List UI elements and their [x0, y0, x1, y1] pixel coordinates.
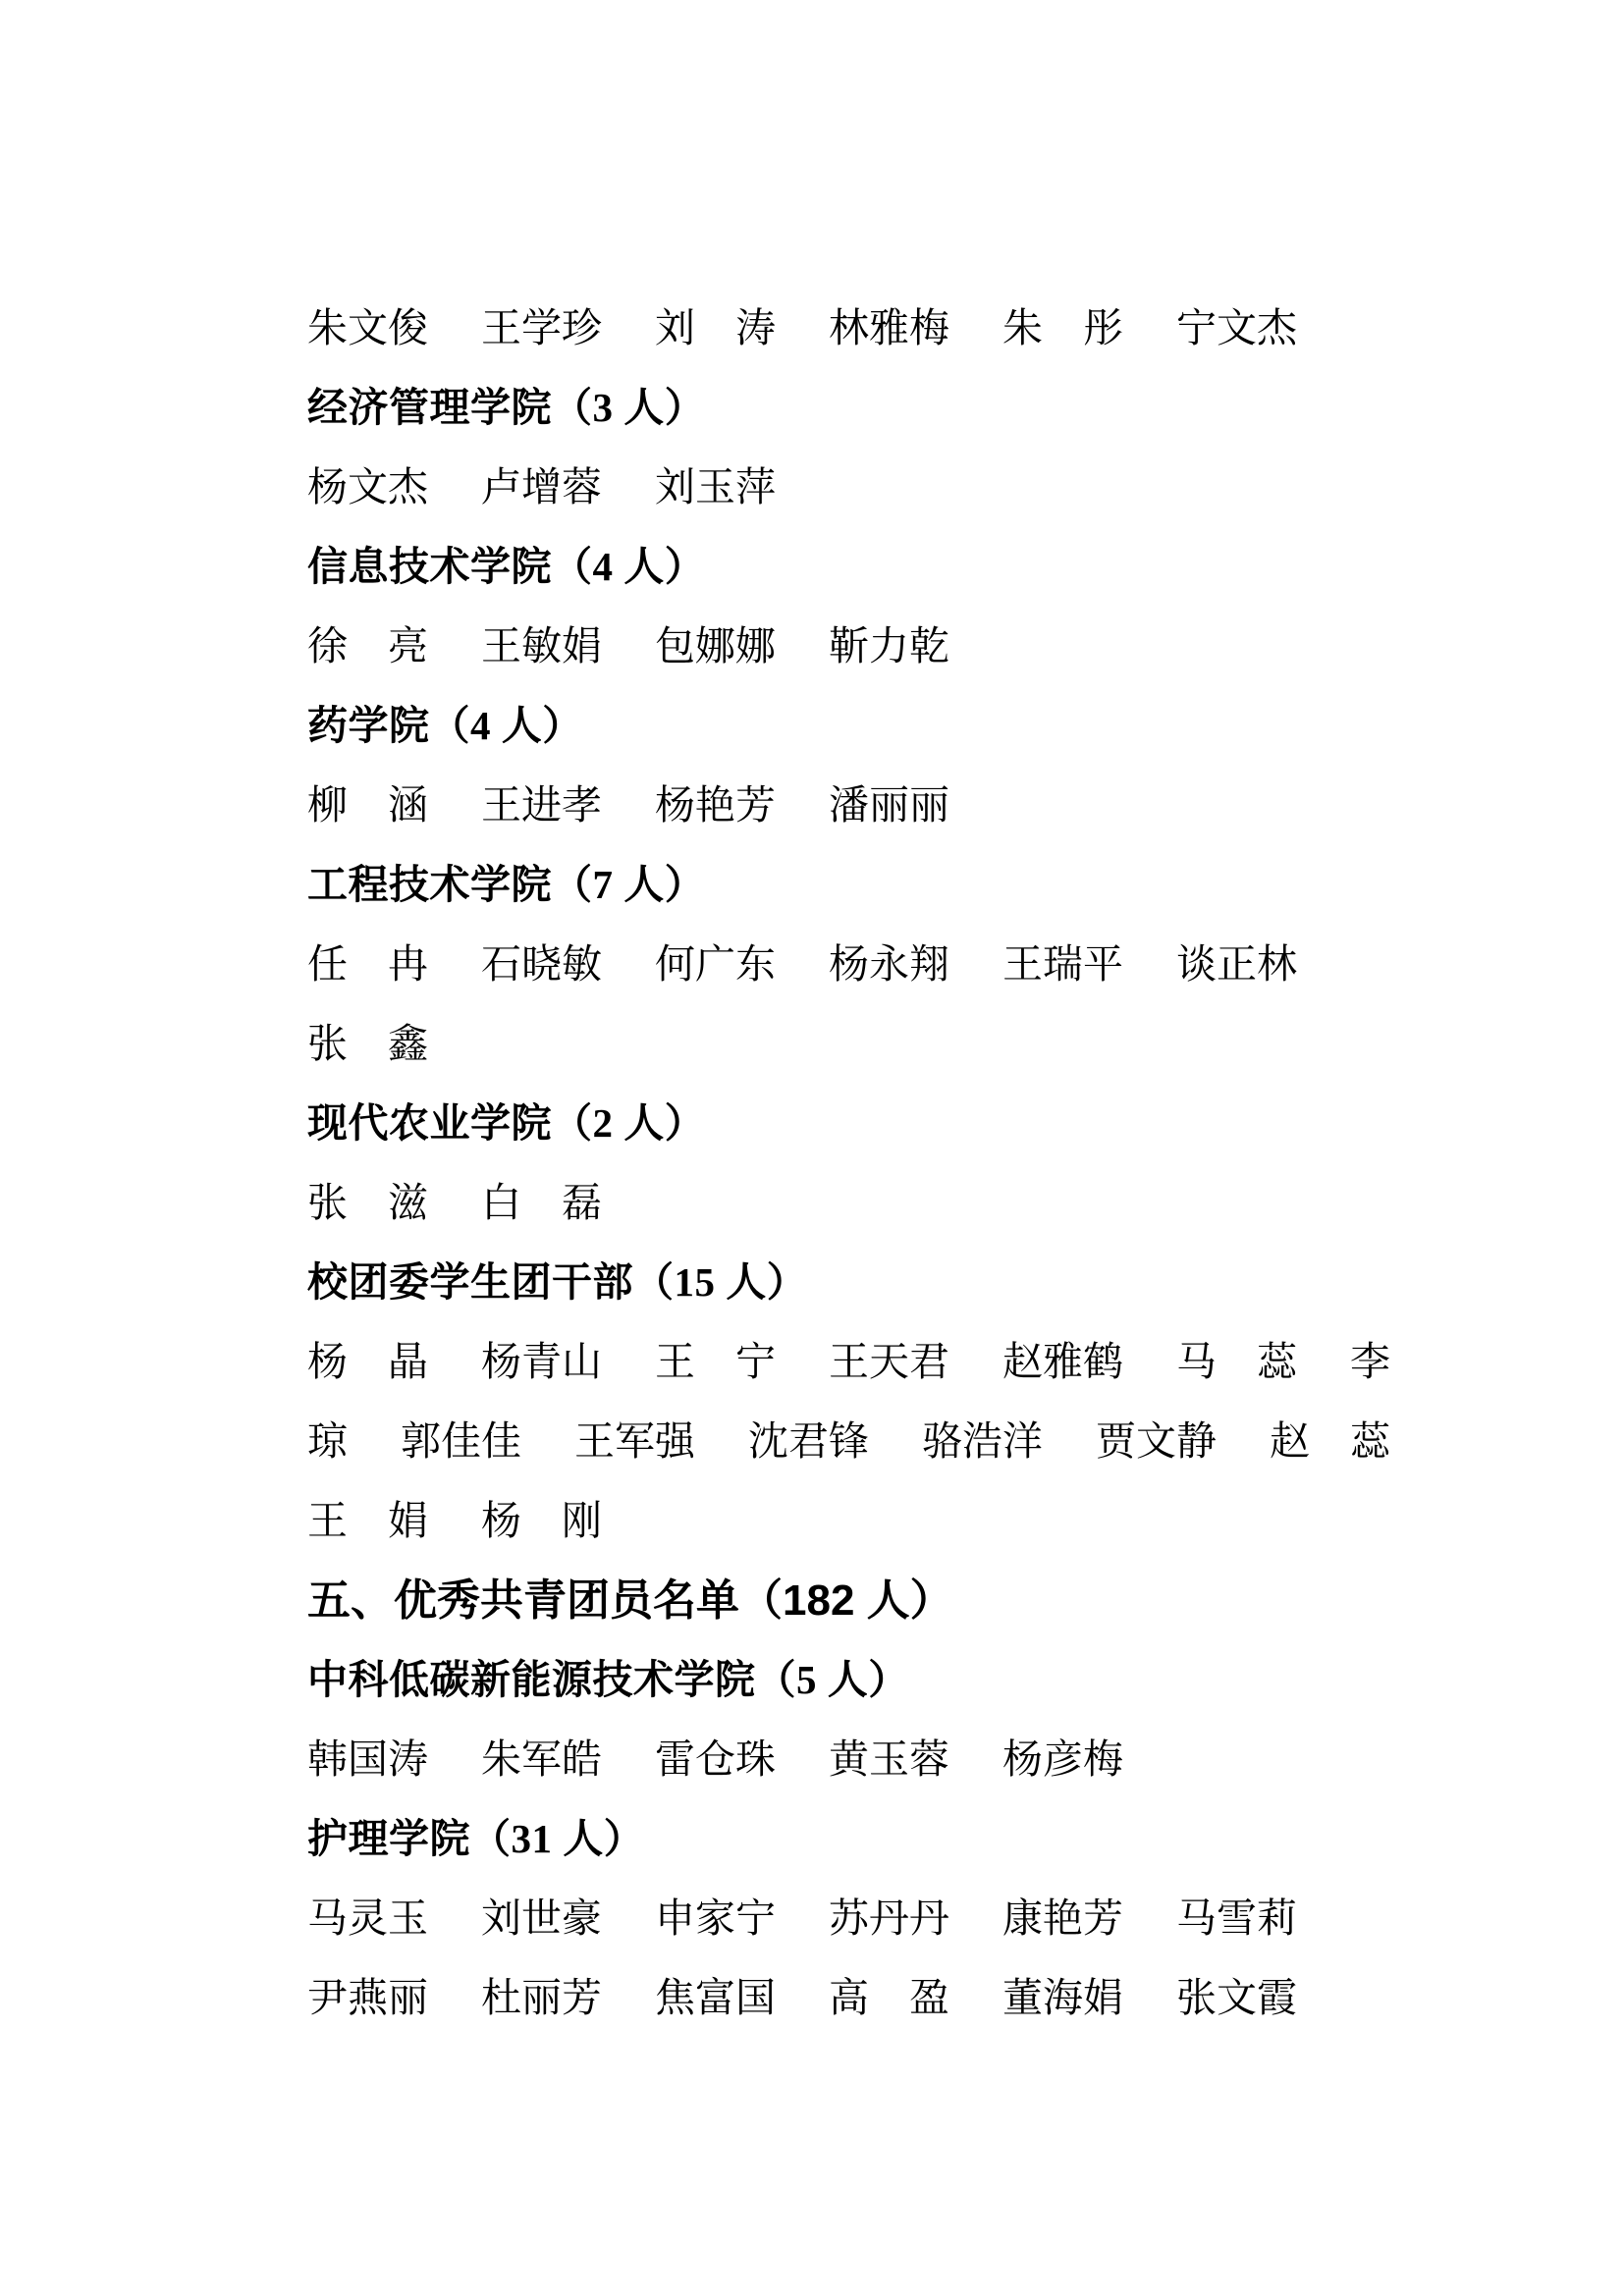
- section-heading-label: 五、优秀共青团员名单（182 人）: [307, 1575, 953, 1625]
- person-name: 苏丹丹: [829, 1896, 949, 1941]
- person-name: 骆浩洋: [922, 1418, 1043, 1464]
- person-name: 刘 涛: [655, 305, 776, 350]
- name-row: [307, 289, 1415, 368]
- person-name: 张文霞: [1176, 1975, 1297, 2020]
- person-name: 刘玉萍: [655, 464, 776, 509]
- person-name: 郭佳佳: [401, 1418, 521, 1464]
- section-heading: [307, 1084, 1415, 1163]
- name-row: [307, 607, 1415, 686]
- person-name: 申家宁: [655, 1896, 776, 1941]
- person-name: 尹燕丽: [307, 1975, 428, 2020]
- person-name: 韩国涛: [307, 1736, 428, 1782]
- person-name: 贾文静: [1096, 1418, 1217, 1464]
- major-section-heading: [307, 1561, 1415, 1640]
- person-name: 何广东: [655, 941, 776, 987]
- name-row: [307, 1004, 1415, 1084]
- name-row: [307, 1958, 1415, 2038]
- person-name: 张 鑫: [307, 1021, 428, 1066]
- person-name: 朱军皓: [481, 1736, 602, 1782]
- person-name: 董海娟: [1002, 1975, 1123, 2020]
- person-name: 王天君: [829, 1339, 949, 1384]
- section-heading-label: 经济管理学院（3 人）: [307, 385, 706, 430]
- person-name: 任 冉: [307, 941, 428, 987]
- person-name: 赵雅鹤: [1002, 1339, 1123, 1384]
- person-name: 康艳芳: [1002, 1896, 1123, 1941]
- person-name: 林雅梅: [829, 305, 949, 350]
- person-name: 柳 涵: [307, 782, 428, 828]
- person-name: 杨 刚: [481, 1498, 602, 1543]
- person-name: 石晓敏: [481, 941, 602, 987]
- person-name: 卢增蓉: [481, 464, 602, 509]
- person-name: 王敏娟: [481, 623, 602, 668]
- section-heading: [307, 845, 1415, 925]
- person-name: 杜丽芳: [481, 1975, 602, 2020]
- person-name: 包娜娜: [655, 623, 776, 668]
- person-name: 雷仓珠: [655, 1736, 776, 1782]
- document-content: [307, 289, 1415, 2038]
- person-name: 马灵玉: [307, 1896, 428, 1941]
- person-name: 王军强: [574, 1418, 695, 1464]
- name-row: [307, 925, 1415, 1004]
- person-name: 靳力乾: [829, 623, 949, 668]
- person-name: 马 蕊: [1176, 1339, 1297, 1384]
- name-row: [307, 1481, 1415, 1561]
- person-name: 徐 亮: [307, 623, 428, 668]
- name-row: [307, 1720, 1415, 1799]
- person-name: 赵 蕊: [1270, 1418, 1390, 1464]
- person-name: 杨彦梅: [1002, 1736, 1123, 1782]
- person-name: 杨青山: [481, 1339, 602, 1384]
- section-heading: [307, 1640, 1415, 1720]
- person-name: 沈君锋: [748, 1418, 869, 1464]
- person-name: 高 盈: [829, 1975, 949, 2020]
- section-heading: [307, 527, 1415, 607]
- section-heading: [307, 1799, 1415, 1879]
- person-name: 琼: [307, 1418, 348, 1464]
- section-heading-label: 药学院（4 人）: [307, 703, 583, 748]
- person-name: 白 磊: [481, 1180, 602, 1225]
- person-name: 张 滋: [307, 1180, 428, 1225]
- name-row: [307, 1163, 1415, 1243]
- section-heading-label: 校团委学生团干部（15 人）: [307, 1259, 808, 1305]
- name-row: [307, 766, 1415, 845]
- section-heading-label: 现代农业学院（2 人）: [307, 1100, 706, 1146]
- section-heading: [307, 686, 1415, 766]
- person-name: 朱文俊: [307, 305, 428, 350]
- person-name: 马雪莉: [1176, 1896, 1297, 1941]
- name-row: [307, 1879, 1415, 1958]
- section-heading-label: 护理学院（31 人）: [307, 1816, 645, 1861]
- name-row: [307, 1322, 1415, 1402]
- person-name: 王 宁: [655, 1339, 776, 1384]
- section-heading-label: 中科低碳新能源技术学院（5 人）: [307, 1657, 909, 1702]
- person-name: 王瑞平: [1002, 941, 1123, 987]
- person-name: 王 娟: [307, 1498, 428, 1543]
- section-heading: [307, 368, 1415, 448]
- person-name: 焦富国: [655, 1975, 776, 2020]
- person-name: 王学珍: [481, 305, 602, 350]
- name-row: [307, 448, 1415, 527]
- person-name: 杨 晶: [307, 1339, 428, 1384]
- person-name: 宁文杰: [1176, 305, 1297, 350]
- person-name: 杨艳芳: [655, 782, 776, 828]
- person-name: 朱 彤: [1002, 305, 1123, 350]
- person-name: 潘丽丽: [829, 782, 949, 828]
- person-name: 谈正林: [1176, 941, 1297, 987]
- section-heading: [307, 1243, 1415, 1322]
- person-name: 黄玉蓉: [829, 1736, 949, 1782]
- person-name: 杨永翔: [829, 941, 949, 987]
- person-name: 杨文杰: [307, 464, 428, 509]
- person-name: 刘世豪: [481, 1896, 602, 1941]
- section-heading-label: 信息技术学院（4 人）: [307, 544, 706, 589]
- person-name: 王进孝: [481, 782, 602, 828]
- name-row: [307, 1402, 1415, 1481]
- person-name: 李: [1350, 1339, 1390, 1384]
- section-heading-label: 工程技术学院（7 人）: [307, 862, 706, 907]
